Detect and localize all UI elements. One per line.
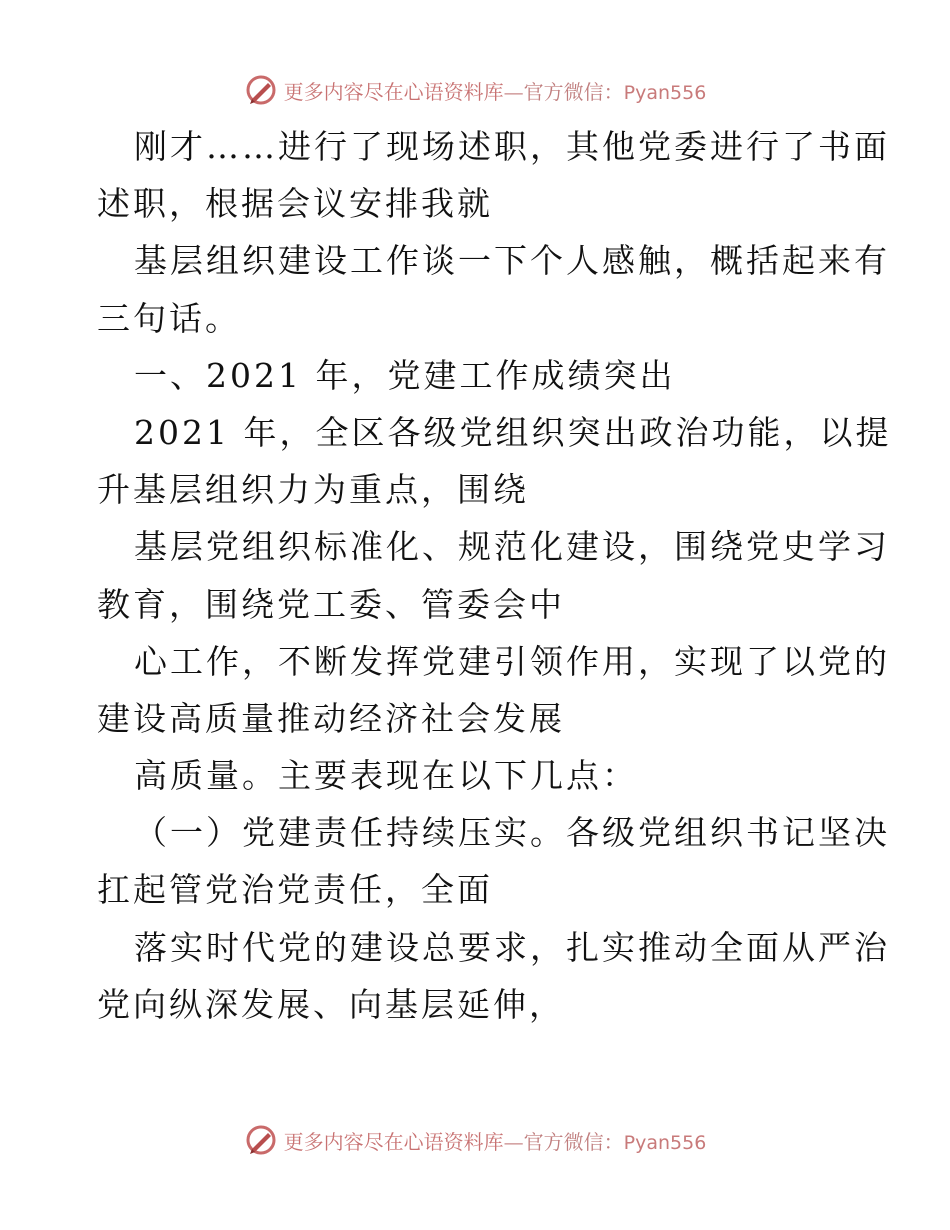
- footer-watermark: [0, 1120, 950, 1160]
- text-line: （一）党建责任持续压实。各级党组织书记坚决: [134, 813, 890, 853]
- pen-logo-icon: [244, 73, 278, 107]
- text-line: 一、2021 年，党建工作成绩突出: [134, 355, 676, 395]
- watermark-brand: 更多内容尽在心语资料库: [283, 1129, 504, 1154]
- watermark-brand: 更多内容尽在心语资料库: [283, 79, 504, 104]
- text-line: 升基层组织力为重点，围绕: [97, 470, 529, 510]
- text-line: 扛起管党治党责任，全面: [97, 870, 493, 910]
- watermark-text: [284, 1126, 707, 1155]
- text-line: 述职，根据会议安排我就: [97, 184, 493, 224]
- text-line: 基层党组织标准化、规范化建设，围绕党史学习: [134, 527, 890, 567]
- text-line: 刚才……进行了现场述职，其他党委进行了书面: [134, 127, 890, 166]
- text-line: 心工作，不断发挥党建引领作用，实现了以党的: [134, 641, 890, 681]
- watermark-contact-label: 官方微信：: [523, 79, 624, 104]
- text-line: 建设高质量推动经济社会发展: [97, 698, 565, 738]
- header-watermark: [0, 70, 950, 110]
- watermark-contact-id: Pyan556: [623, 81, 707, 104]
- watermark-separator: —: [503, 1129, 524, 1154]
- text-line: 教育，围绕党工委、管委会中: [97, 584, 565, 624]
- watermark-text: [284, 76, 707, 105]
- text-line: 党向纵深发展、向基层延伸，: [97, 984, 565, 1024]
- text-line: 三句话。: [97, 298, 241, 338]
- watermark-separator: —: [503, 79, 524, 104]
- text-line: 高质量。主要表现在以下几点：: [134, 756, 638, 796]
- text-line: 落实时代党的建设总要求，扎实推动全面从严治: [134, 927, 890, 967]
- text-line: 基层组织建设工作谈一下个人感触，概括起来有: [134, 241, 890, 281]
- watermark-contact-id: Pyan556: [623, 1131, 707, 1154]
- text-line: 2021 年，全区各级党组织突出政治功能，以提: [134, 412, 892, 452]
- document-body: [97, 118, 892, 1033]
- pen-logo-icon: [244, 1123, 278, 1157]
- watermark-contact-label: 官方微信：: [523, 1129, 624, 1154]
